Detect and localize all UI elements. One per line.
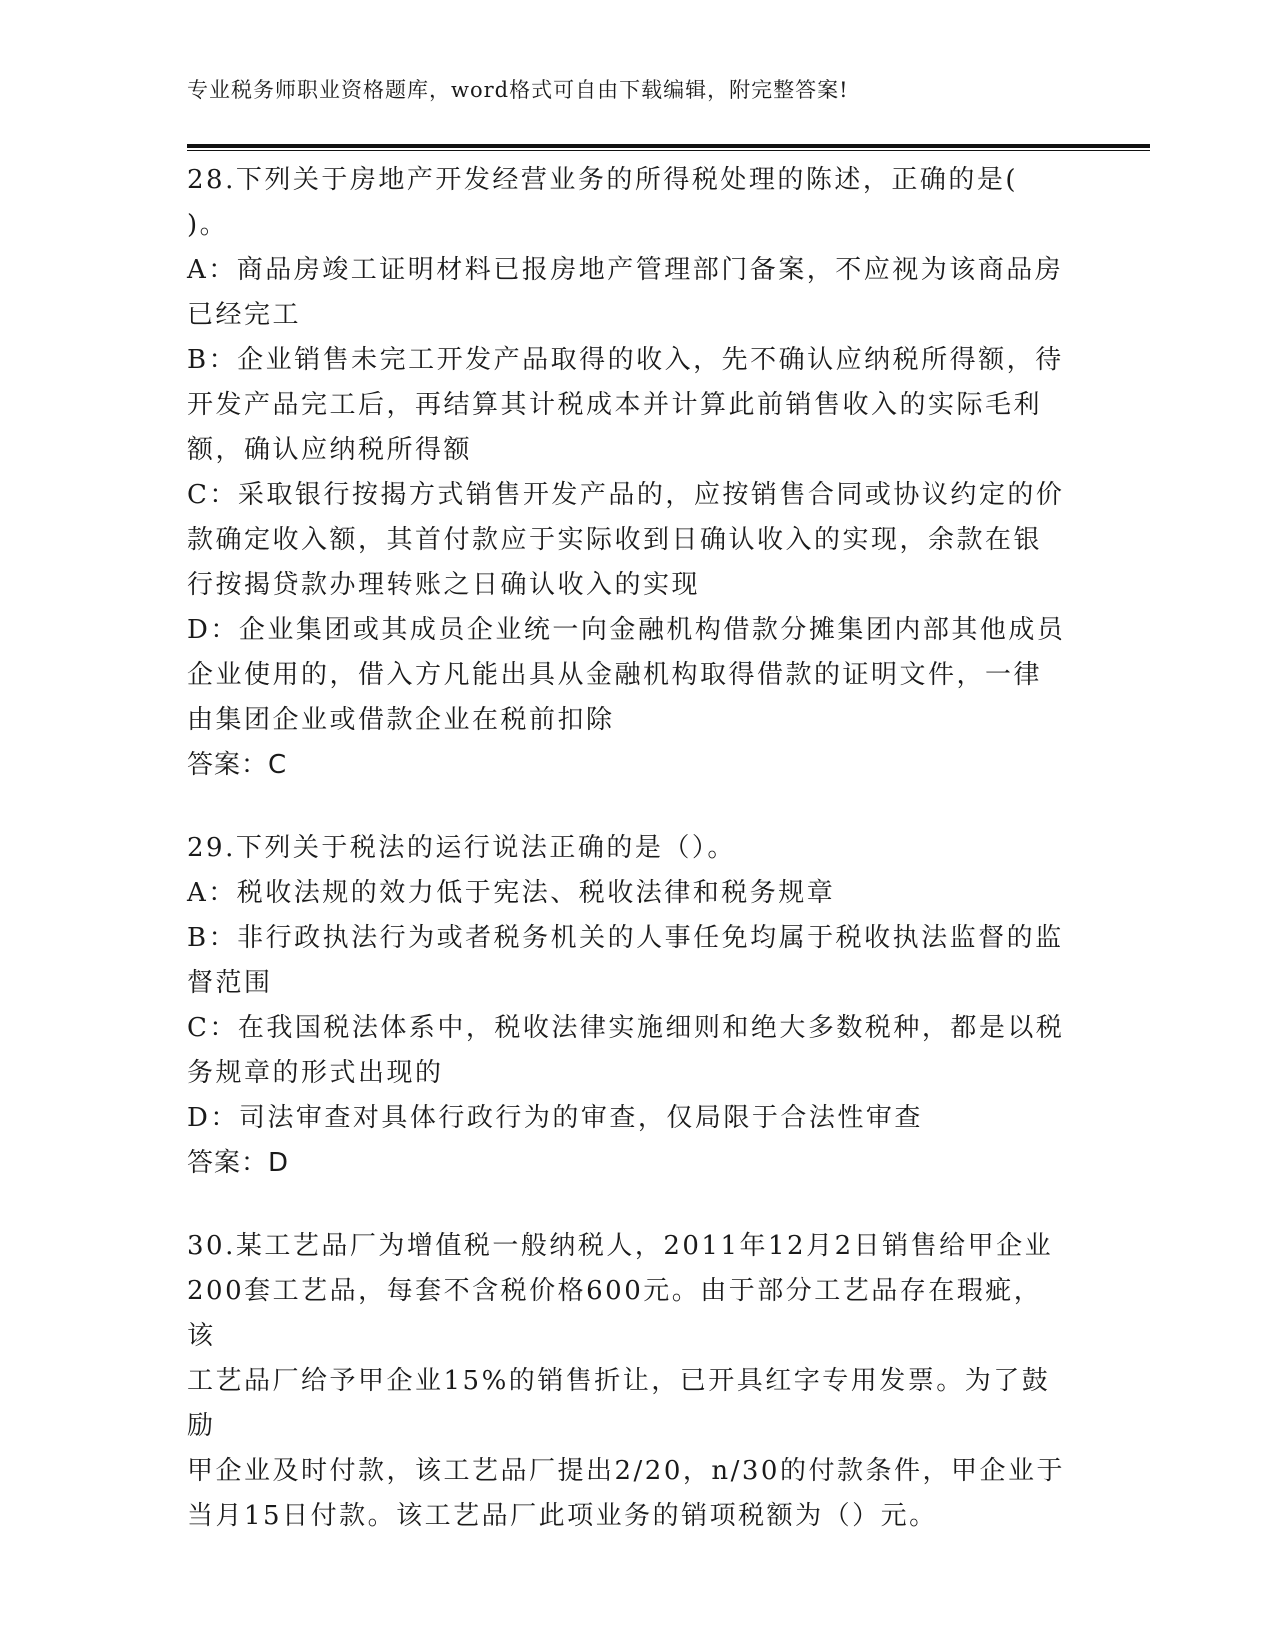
question-text-line: A：税收法规的效力低于宪法、税收法律和税务规章 xyxy=(187,878,836,908)
question-text-line: A：商品房竣工证明材料已报房地产管理部门备案，不应视为该商品房 xyxy=(187,255,1064,285)
question-text-line: 甲企业及时付款，该工艺品厂提出2/20，n/30的付款条件，甲企业于 xyxy=(187,1456,1065,1486)
question-28 xyxy=(187,158,1067,788)
header-rule-thick xyxy=(187,144,1150,148)
question-text-line: 开发产品完工后，再结算其计税成本并计算此前销售收入的实际毛利 xyxy=(187,390,1043,420)
question-text-line: 工艺品厂给予甲企业15%的销售折让，已开具红字专用发票。为了鼓励 xyxy=(187,1366,1051,1441)
question-30 xyxy=(187,1224,1067,1539)
question-text-line: 29.下列关于税法的运行说法正确的是（）。 xyxy=(187,833,736,863)
question-text-line: 务规章的形式出现的 xyxy=(187,1058,444,1088)
question-text-line: )。 xyxy=(187,210,229,240)
page-header: 专业税务师职业资格题库，word格式可自由下载编辑，附完整答案! xyxy=(187,78,849,102)
question-list xyxy=(187,158,1067,1577)
question-text-line: 督范围 xyxy=(187,968,273,998)
question-text-line: D：企业集团或其成员企业统一向金融机构借款分摊集团内部其他成员 xyxy=(187,615,1066,645)
question-text-line: 行按揭贷款办理转账之日确认收入的实现 xyxy=(187,570,701,600)
question-text-line: C：采取银行按揭方式销售开发产品的，应按销售合同或协议约定的价 xyxy=(187,480,1065,510)
question-text-line: 200套工艺品，每套不含税价格600元。由于部分工艺品存在瑕疵，该 xyxy=(187,1276,1043,1351)
question-text-line: B：非行政执法行为或者税务机关的人事任免均属于税收执法监督的监 xyxy=(187,923,1064,953)
question-text-line: 已经完工 xyxy=(187,300,302,330)
question-text-line: 28.下列关于房地产开发经营业务的所得税处理的陈述，正确的是( xyxy=(187,165,1018,195)
question-text-line: 由集团企业或借款企业在税前扣除 xyxy=(187,705,615,735)
question-text-line: 30.某工艺品厂为增值税一般纳税人，2011年12月2日销售给甲企业 xyxy=(187,1231,1054,1261)
question-text-line: 额，确认应纳税所得额 xyxy=(187,435,473,465)
question-text-line: 当月15日付款。该工艺品厂此项业务的销项税额为（）元。 xyxy=(187,1501,938,1531)
answer-line: 答案：C xyxy=(187,750,288,780)
question-text-line: D：司法审查对具体行政行为的审查，仅局限于合法性审查 xyxy=(187,1103,923,1133)
question-text-line: B：企业销售未完工开发产品取得的收入，先不确认应纳税所得额，待 xyxy=(187,345,1064,375)
question-text-line: C：在我国税法体系中，税收法律实施细则和绝大多数税种，都是以税 xyxy=(187,1013,1065,1043)
answer-line: 答案：D xyxy=(187,1148,290,1178)
question-text-line: 企业使用的，借入方凡能出具从金融机构取得借款的证明文件，一律 xyxy=(187,660,1043,690)
header-rule-thin xyxy=(187,150,1150,151)
question-29 xyxy=(187,826,1067,1186)
question-text-line: 款确定收入额，其首付款应于实际收到日确认收入的实现，余款在银 xyxy=(187,525,1043,555)
